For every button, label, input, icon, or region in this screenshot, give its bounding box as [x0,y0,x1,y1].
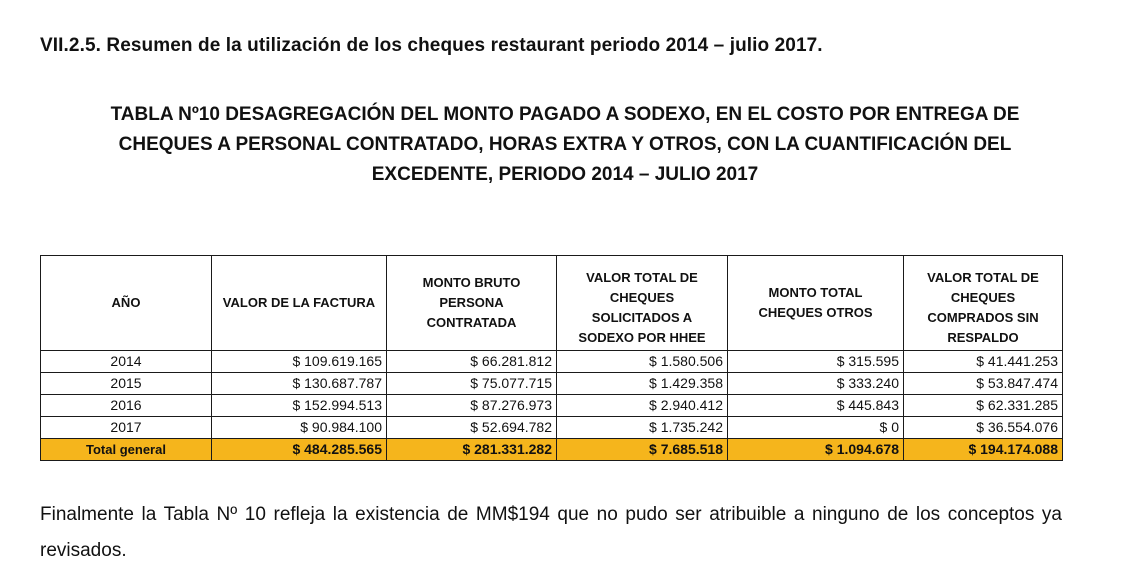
cell-unsupported-cheques: $ 53.847.474 [904,373,1063,395]
table-caption-line-2: CHEQUES A PERSONAL CONTRATADO, HORAS EXTRA Y OTROS, CON LA CUANTIFICACIÓN DEL [118,134,1012,155]
conclusion-paragraph: Finalmente la Tabla Nº 10 refleja la existencia de MM$194 que no pudo ser atribuible a ninguno de los conceptos ya revisados. [40,504,1062,561]
cell-overtime-cheques: $ 1.580.506 [557,351,728,373]
summary-table [40,255,1063,461]
cell-total-label: Total general [41,439,212,461]
cell-gross-contracted: $ 87.276.973 [387,395,557,417]
cell-unsupported-cheques: $ 41.441.253 [904,351,1063,373]
column-header-other-cheques: MONTO TOTAL CHEQUES OTROS [728,256,904,351]
cell-invoice-value: $ 152.994.513 [212,395,387,417]
cell-other-cheques: $ 445.843 [728,395,904,417]
cell-unsupported-cheques: $ 62.331.285 [904,395,1063,417]
table-row [41,373,1063,395]
cell-gross-contracted: $ 66.281.812 [387,351,557,373]
cell-gross-contracted: $ 52.694.782 [387,417,557,439]
column-header-invoice-value: VALOR DE LA FACTURA [212,256,387,351]
cell-total-other-cheques: $ 1.094.678 [728,439,904,461]
cell-overtime-cheques: $ 1.735.242 [557,417,728,439]
table-row [41,417,1063,439]
cell-other-cheques: $ 333.240 [728,373,904,395]
cell-year: 2014 [41,351,212,373]
table-caption-line-3: EXCEDENTE, PERIODO 2014 – JULIO 2017 [371,164,759,185]
column-header-unsupported-cheques: VALOR TOTAL DE CHEQUES COMPRADOS SIN RESPALDO [904,256,1063,351]
cell-gross-contracted: $ 75.077.715 [387,373,557,395]
table-total-row [41,439,1063,461]
table-caption [40,100,1090,190]
column-header-year: AÑO [41,256,212,351]
table-row [41,351,1063,373]
cell-invoice-value: $ 90.984.100 [212,417,387,439]
cell-total-unsupported-cheques: $ 194.174.088 [904,439,1063,461]
cell-year: 2016 [41,395,212,417]
cell-overtime-cheques: $ 1.429.358 [557,373,728,395]
table-row [41,395,1063,417]
cell-unsupported-cheques: $ 36.554.076 [904,417,1063,439]
table-header-row [41,256,1063,351]
cell-total-invoice-value: $ 484.285.565 [212,439,387,461]
table-caption-line-1: TABLA Nº10 DESAGREGACIÓN DEL MONTO PAGADO A SODEXO, EN EL COSTO POR ENTREGA DE [110,104,1020,125]
section-heading: VII.2.5. Resumen de la utilización de los cheques restaurant periodo 2014 – julio 2017. [40,35,823,56]
cell-other-cheques: $ 0 [728,417,904,439]
cell-overtime-cheques: $ 2.940.412 [557,395,728,417]
column-header-overtime-cheques: VALOR TOTAL DE CHEQUES SOLICITADOS A SODEXO POR HHEE [557,256,728,351]
cell-other-cheques: $ 315.595 [728,351,904,373]
cell-year: 2017 [41,417,212,439]
cell-total-gross-contracted: $ 281.331.282 [387,439,557,461]
column-header-gross-contracted: MONTO BRUTO PERSONA CONTRATADA [387,256,557,351]
cell-total-overtime-cheques: $ 7.685.518 [557,439,728,461]
cell-invoice-value: $ 109.619.165 [212,351,387,373]
cell-invoice-value: $ 130.687.787 [212,373,387,395]
cell-year: 2015 [41,373,212,395]
